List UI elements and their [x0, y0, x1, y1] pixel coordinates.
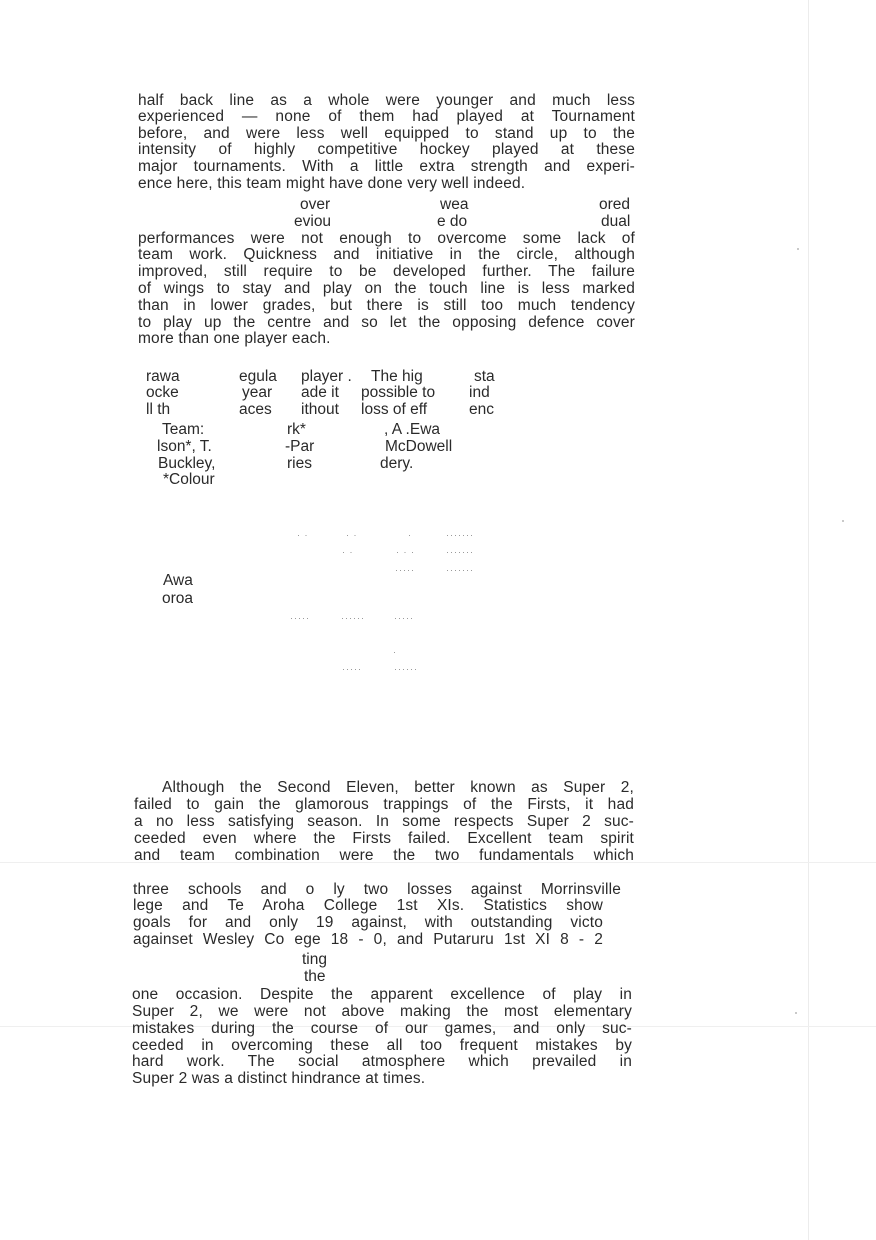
dot-leader: · [393, 647, 397, 657]
text-line: than in lower grades, but there is still too much tendency [138, 297, 635, 314]
text-line: of wings to stay and play on the touch line is less marked [138, 280, 635, 297]
dot-leader: ······ [341, 613, 365, 623]
text-line: lege and Te Aroha College 1st XIs. Statistics show [133, 897, 603, 914]
page-edge-line [808, 0, 809, 1240]
text-line: three schools and o ly two losses against Morrinsville [133, 881, 621, 898]
text-line: Super 2 was a distinct hindrance at times. [132, 1070, 426, 1087]
text-fragment: ind [469, 384, 490, 401]
text-line: intensity of highly competitive hockey played at these [138, 141, 635, 158]
text-fragment: the [304, 968, 326, 985]
text-line: failed to gain the glamorous trappings of the Firsts, it had [134, 796, 634, 813]
text-line: to play up the centre and so let the opposing defence cover [138, 314, 635, 331]
text-fragment: rawa [146, 368, 180, 385]
dot-leader: ······ [394, 664, 418, 674]
text-fragment: ll th [146, 401, 171, 418]
text-line: ence here, this team might have done very well indeed. [138, 175, 526, 192]
dot-leader: · · [297, 530, 309, 540]
text-fragment: ithout [301, 401, 339, 418]
dot-leader: ····· [394, 613, 414, 623]
text-fragment: lson*, T. [157, 438, 212, 455]
dot-leader: ······· [446, 547, 474, 557]
text-fragment: The hig [371, 368, 423, 385]
text-fragment: enc [469, 401, 494, 418]
text-fragment: egula [239, 368, 277, 385]
text-line: mistakes during the course of our games, and only suc- [132, 1020, 632, 1037]
text-line: performances were not enough to overcome some lack of [138, 230, 635, 247]
text-fragment: ocke [146, 384, 179, 401]
text-fragment: -Par [285, 438, 315, 455]
text-line: improved, still require to be developed further. The failure [138, 263, 635, 280]
text-fragment: ting [302, 951, 327, 968]
text-fragment: oroa [162, 590, 194, 607]
dot-leader: · · [342, 547, 354, 557]
dot-leader: · · [346, 530, 358, 540]
team-label: Team: [162, 421, 205, 438]
text-fragment: Buckley, [158, 455, 216, 472]
text-line: a no less satisfying season. In some respects Super 2 suc- [134, 813, 634, 830]
dot-leader: · [408, 530, 412, 540]
text-line: ceeded even where the Firsts failed. Excellent team spirit [134, 830, 634, 847]
text-line: Super 2, we were not above making the most elementary [132, 1003, 632, 1020]
text-fragment: ade it [301, 384, 339, 401]
dot-leader: ····· [395, 565, 415, 575]
text-line: more than one player each. [138, 330, 331, 347]
text-line: major tournaments. With a little extra strength and experi- [138, 158, 635, 175]
text-fragment: player . [301, 368, 352, 385]
text-fragment: e do [437, 213, 468, 230]
text-line: before, and were less well equipped to stand up to the [138, 125, 635, 142]
text-fragment: McDowell [385, 438, 453, 455]
dot-leader: ······· [446, 565, 474, 575]
scan-speck [797, 248, 799, 250]
text-fragment: dery. [380, 455, 414, 472]
text-fragment: over [300, 196, 331, 213]
scan-speck [795, 1012, 797, 1014]
text-line: one occasion. Despite the apparent excellence of play in [132, 986, 632, 1003]
text-fragment: wea [440, 196, 469, 213]
text-fragment: dual [601, 213, 631, 230]
dot-leader: ······· [446, 530, 474, 540]
text-line: experienced — none of them had played at Tournament [138, 108, 635, 125]
text-line: and team combination were the two fundamentals which [134, 847, 634, 864]
scan-speck [842, 520, 844, 522]
text-fragment: ored [599, 196, 631, 213]
text-fragment: ries [287, 455, 312, 472]
text-fragment: loss of eff [361, 401, 428, 418]
dot-leader: · · · [396, 547, 415, 557]
dot-leader: ····· [342, 664, 362, 674]
text-line: ceeded in overcoming these all too frequent mistakes by [132, 1037, 632, 1054]
text-line: Although the Second Eleven, better known as Super 2, [162, 779, 634, 796]
text-fragment: year [242, 384, 273, 401]
text-fragment: , A .Ewa [384, 421, 441, 438]
text-fragment: rk* [287, 421, 306, 438]
text-fragment: Awa [163, 572, 193, 589]
text-fragment: possible to [361, 384, 436, 401]
text-line: againset Wesley Co ege 18 - 0, and Putaruru 1st XI 8 - 2 [133, 931, 603, 948]
text-line: team work. Quickness and initiative in the circle, although [138, 246, 635, 263]
text-fragment: aces [239, 401, 272, 418]
text-fragment: sta [474, 368, 495, 385]
text-line: half back line as a whole were younger and much less [138, 92, 635, 109]
dot-leader: ····· [290, 613, 310, 623]
text-line: hard work. The social atmosphere which prevailed in [132, 1053, 632, 1070]
colour-note: *Colour [163, 471, 215, 488]
text-fragment: eviou [294, 213, 332, 230]
text-line: goals for and only 19 against, with outstanding victo [133, 914, 603, 931]
